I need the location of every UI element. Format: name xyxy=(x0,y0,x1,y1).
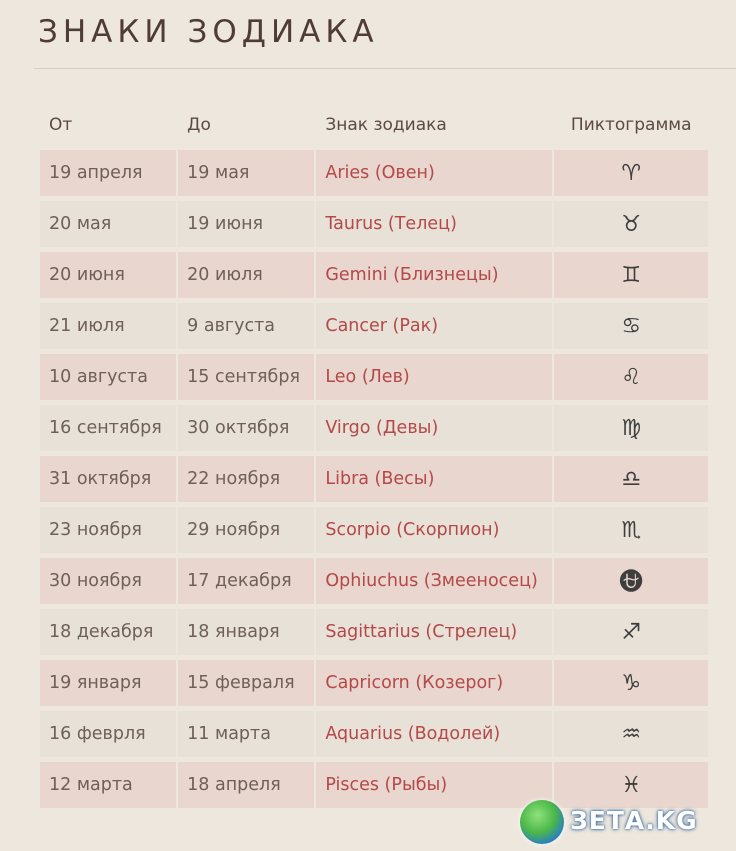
zodiac-sign-icon: ♑︎ xyxy=(554,660,708,706)
cell-sign-name: Scorpio (Скорпион) xyxy=(316,507,552,553)
cell-to: 29 ноября xyxy=(178,507,314,553)
table-row xyxy=(40,201,708,247)
cell-from: 20 мая xyxy=(40,201,176,247)
site-watermark xyxy=(516,796,734,848)
cell-sign-name: Cancer (Рак) xyxy=(316,303,552,349)
cell-sign-name: Virgo (Девы) xyxy=(316,405,552,451)
table-row xyxy=(40,354,708,400)
cell-from: 19 января xyxy=(40,660,176,706)
table-row xyxy=(40,405,708,451)
watermark-text: ЗЕТА.KG xyxy=(570,806,698,835)
table-row xyxy=(40,150,708,196)
cell-from: 19 апреля xyxy=(40,150,176,196)
title-divider xyxy=(34,68,736,69)
table-row xyxy=(40,558,708,604)
cell-sign-name: Pisces (Рыбы) xyxy=(316,762,552,808)
table-row xyxy=(40,456,708,502)
zodiac-sign-icon: ♐︎ xyxy=(554,609,708,655)
cell-sign-name: Libra (Весы) xyxy=(316,456,552,502)
zodiac-sign-icon: ♎︎ xyxy=(554,456,708,502)
cell-sign-name: Taurus (Телец) xyxy=(316,201,552,247)
zodiac-sign-icon: ♏︎ xyxy=(554,507,708,553)
cell-sign-name: Aries (Овен) xyxy=(316,150,552,196)
cell-to: 18 января xyxy=(178,609,314,655)
header-from: От xyxy=(49,115,73,135)
cell-from: 20 июня xyxy=(40,252,176,298)
table-row xyxy=(40,507,708,553)
cell-from: 10 августа xyxy=(40,354,176,400)
cell-sign-name: Leo (Лев) xyxy=(316,354,552,400)
zodiac-sign-icon: ♌︎ xyxy=(554,354,708,400)
cell-from: 12 марта xyxy=(40,762,176,808)
zodiac-sign-icon: ♈︎ xyxy=(554,150,708,196)
table-body xyxy=(40,150,708,808)
table-header-row xyxy=(40,105,708,145)
cell-sign-name: Aquarius (Водолей) xyxy=(316,711,552,757)
zodiac-sign-icon: ♓︎ xyxy=(554,762,708,808)
zodiac-table xyxy=(38,100,710,813)
cell-to: 19 июня xyxy=(178,201,314,247)
zodiac-sign-icon: ♊︎ xyxy=(554,252,708,298)
cell-from: 31 октября xyxy=(40,456,176,502)
table-row xyxy=(40,711,708,757)
cell-to: 22 ноября xyxy=(178,456,314,502)
cell-from: 18 декабря xyxy=(40,609,176,655)
zodiac-sign-icon: ♉︎ xyxy=(554,201,708,247)
cell-to: 19 мая xyxy=(178,150,314,196)
zodiac-sign-icon: ⛎︎ xyxy=(554,558,708,604)
zodiac-sign-icon: ♒︎ xyxy=(554,711,708,757)
zodiac-sign-icon: ♋︎ xyxy=(554,303,708,349)
cell-from: 23 ноября xyxy=(40,507,176,553)
page-title: ЗНАКИ ЗОДИАКА xyxy=(38,14,379,50)
table-row xyxy=(40,303,708,349)
cell-to: 17 декабря xyxy=(178,558,314,604)
header-sign: Знак зодиака xyxy=(325,115,447,135)
table-row xyxy=(40,660,708,706)
globe-logo-icon xyxy=(520,800,564,844)
cell-to: 30 октября xyxy=(178,405,314,451)
table-row xyxy=(40,252,708,298)
header-pictogram: Пиктограмма xyxy=(570,115,692,135)
cell-sign-name: Ophiuchus (Змееносец) xyxy=(316,558,552,604)
cell-to: 9 августа xyxy=(178,303,314,349)
cell-from: 30 ноября xyxy=(40,558,176,604)
zodiac-sign-icon: ♍︎ xyxy=(554,405,708,451)
cell-sign-name: Gemini (Близнецы) xyxy=(316,252,552,298)
cell-from: 16 сентября xyxy=(40,405,176,451)
cell-sign-name: Capricorn (Козерог) xyxy=(316,660,552,706)
cell-to: 15 сентября xyxy=(178,354,314,400)
cell-to: 15 февраля xyxy=(178,660,314,706)
cell-to: 11 марта xyxy=(178,711,314,757)
cell-to: 18 апреля xyxy=(178,762,314,808)
cell-from: 16 феврля xyxy=(40,711,176,757)
cell-to: 20 июля xyxy=(178,252,314,298)
cell-sign-name: Sagittarius (Стрелец) xyxy=(316,609,552,655)
table-row xyxy=(40,609,708,655)
header-to: До xyxy=(187,115,211,135)
cell-from: 21 июля xyxy=(40,303,176,349)
